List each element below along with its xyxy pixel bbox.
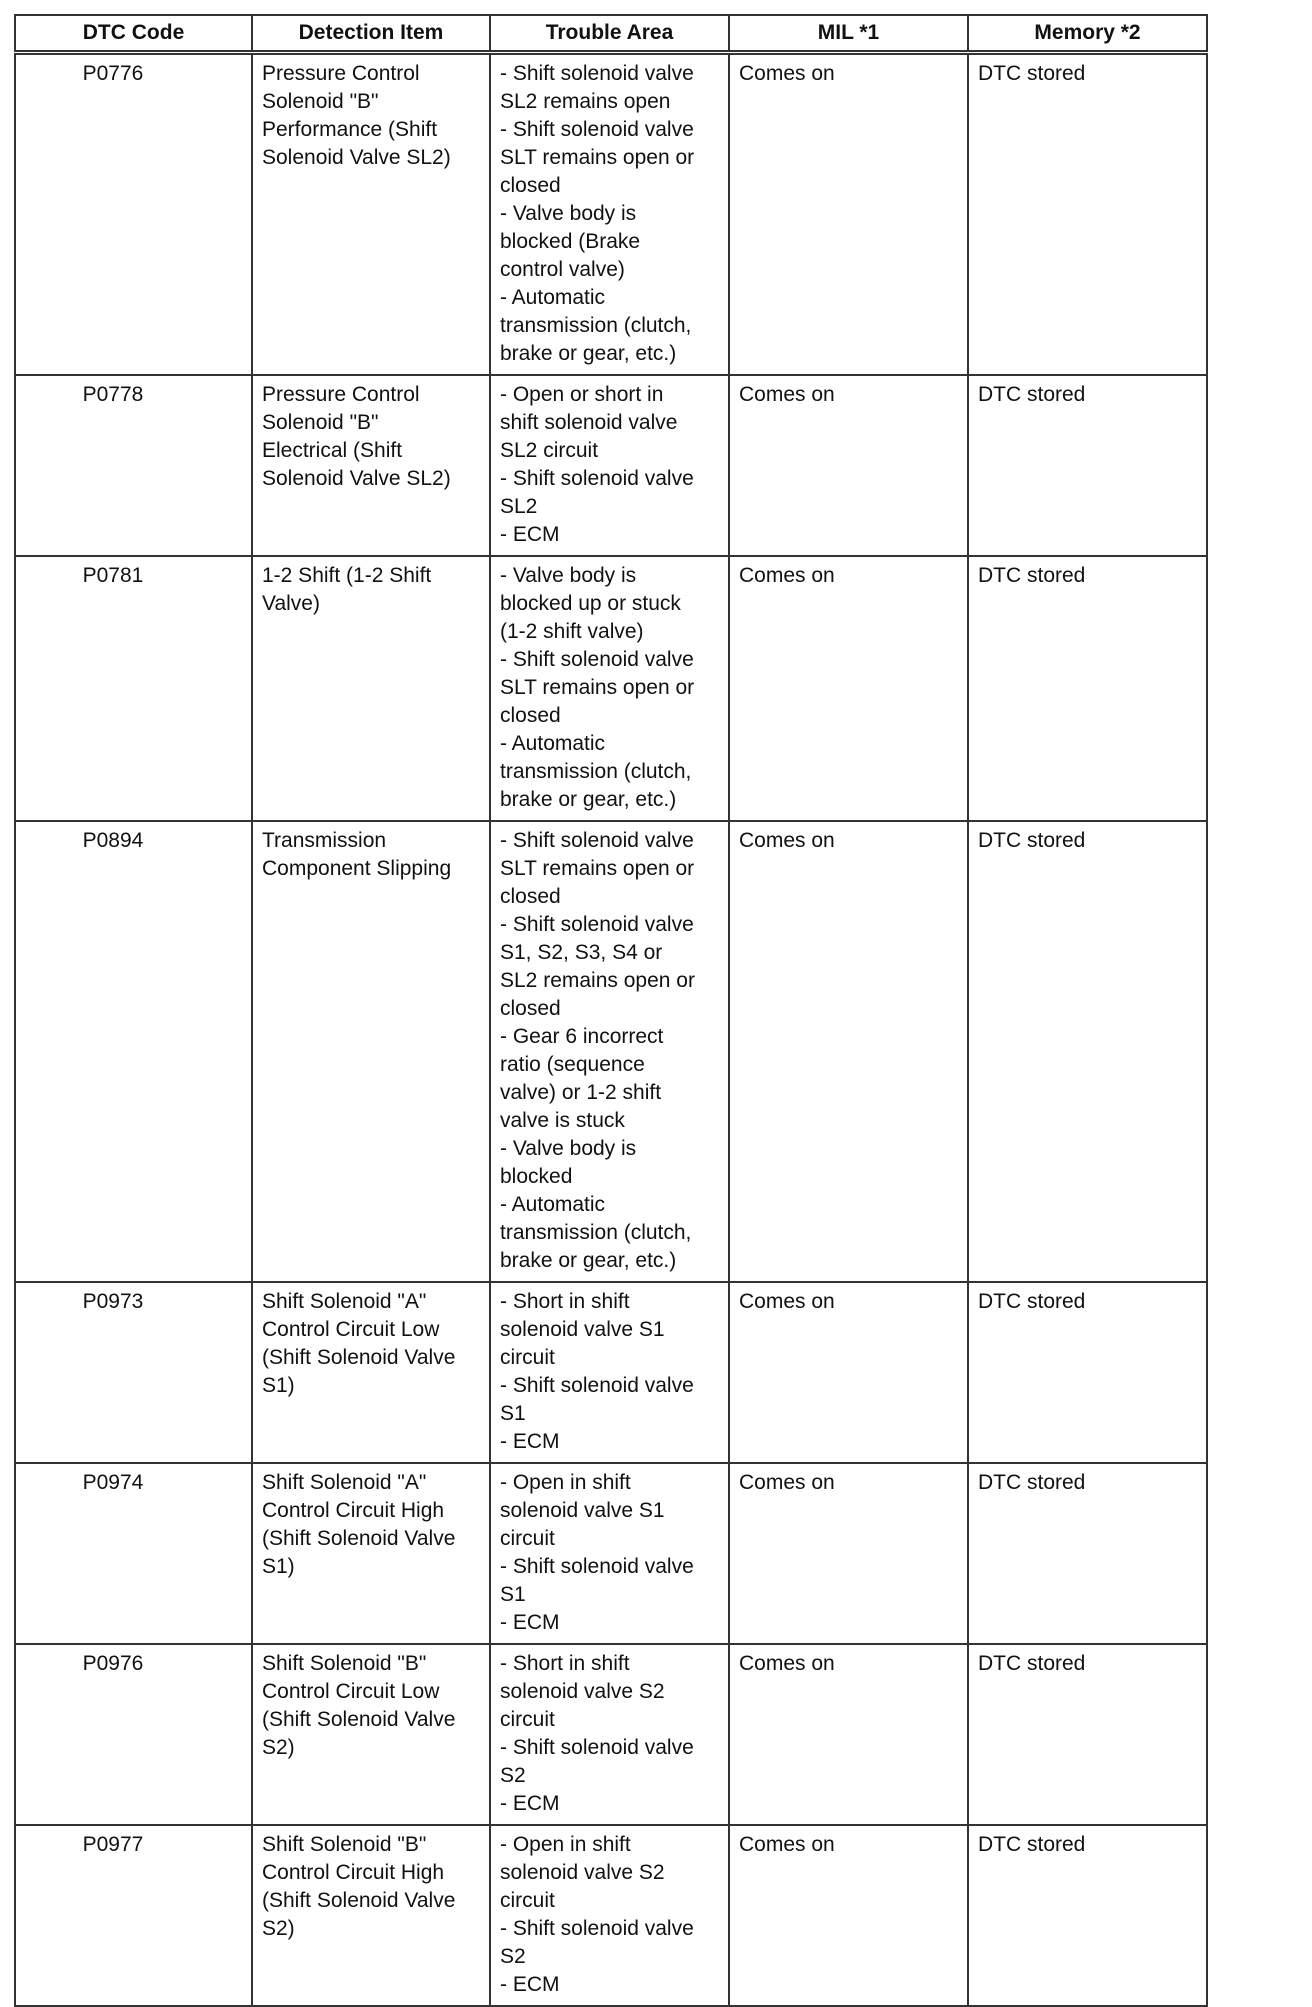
table-row: [15, 556, 1207, 821]
mil-cell: Comes on: [729, 1825, 968, 2006]
detection-item-cell: Shift Solenoid "B" Control Circuit High (Shift Solenoid Valve S2): [252, 1825, 490, 2006]
dtc-code-cell: P0776: [15, 53, 252, 376]
memory-cell: DTC stored: [968, 1282, 1207, 1463]
dtc-code-cell: P0976: [15, 1644, 252, 1825]
mil-cell: Comes on: [729, 53, 968, 376]
trouble-area-cell: - Open in shift solenoid valve S2 circuit - Shift solenoid valve S2 - ECM: [490, 1825, 729, 2006]
dtc-code-cell: P0778: [15, 375, 252, 556]
memory-cell: DTC stored: [968, 1825, 1207, 2006]
trouble-area-cell: - Valve body is blocked up or stuck (1-2 shift valve) - Shift solenoid valve SLT remains open or closed - Automatic transmission (clutch, brake or gear, etc.): [490, 556, 729, 821]
trouble-area-cell: - Open or short in shift solenoid valve SL2 circuit - Shift solenoid valve SL2 - ECM: [490, 375, 729, 556]
table-row: [15, 1282, 1207, 1463]
detection-item-cell: Shift Solenoid "A" Control Circuit Low (Shift Solenoid Valve S1): [252, 1282, 490, 1463]
detection-item-cell: Transmission Component Slipping: [252, 821, 490, 1282]
dtc-table-page: [14, 14, 1206, 2007]
table-row: [15, 375, 1207, 556]
table-row: [15, 821, 1207, 1282]
header-trouble-area: Trouble Area: [490, 15, 729, 53]
header-memory: Memory *2: [968, 15, 1207, 53]
dtc-code-cell: P0977: [15, 1825, 252, 2006]
mil-cell: Comes on: [729, 375, 968, 556]
memory-cell: DTC stored: [968, 375, 1207, 556]
mil-cell: Comes on: [729, 556, 968, 821]
trouble-area-cell: - Shift solenoid valve SL2 remains open - Shift solenoid valve SLT remains open or closed - Valve body is blocked (Brake control valve) - Automatic transmission (clutch, brake or gear, etc.): [490, 53, 729, 376]
mil-cell: Comes on: [729, 1644, 968, 1825]
detection-item-cell: Pressure Control Solenoid "B" Performance (Shift Solenoid Valve SL2): [252, 53, 490, 376]
table-row: [15, 1463, 1207, 1644]
dtc-table: [14, 14, 1208, 2007]
header-detection-item: Detection Item: [252, 15, 490, 53]
memory-cell: DTC stored: [968, 556, 1207, 821]
table-row: [15, 53, 1207, 376]
trouble-area-cell: - Shift solenoid valve SLT remains open or closed - Shift solenoid valve S1, S2, S3, S4 or SL2 remains open or closed - Gear 6 incorrect ratio (sequence valve) or 1-2 shift valve is stuck - Valve body is blocked - Automatic transmission (clutch, brake or gear, etc.): [490, 821, 729, 1282]
memory-cell: DTC stored: [968, 1644, 1207, 1825]
table-row: [15, 1825, 1207, 2006]
table-row: [15, 1644, 1207, 1825]
detection-item-cell: 1-2 Shift (1-2 Shift Valve): [252, 556, 490, 821]
mil-cell: Comes on: [729, 1463, 968, 1644]
dtc-code-cell: P0974: [15, 1463, 252, 1644]
detection-item-cell: Shift Solenoid "B" Control Circuit Low (Shift Solenoid Valve S2): [252, 1644, 490, 1825]
trouble-area-cell: - Short in shift solenoid valve S1 circuit - Shift solenoid valve S1 - ECM: [490, 1282, 729, 1463]
dtc-code-cell: P0894: [15, 821, 252, 1282]
table-header-row: [15, 15, 1207, 53]
header-dtc-code: DTC Code: [15, 15, 252, 53]
mil-cell: Comes on: [729, 821, 968, 1282]
dtc-code-cell: P0781: [15, 556, 252, 821]
header-mil: MIL *1: [729, 15, 968, 53]
detection-item-cell: Pressure Control Solenoid "B" Electrical (Shift Solenoid Valve SL2): [252, 375, 490, 556]
trouble-area-cell: - Open in shift solenoid valve S1 circuit - Shift solenoid valve S1 - ECM: [490, 1463, 729, 1644]
dtc-code-cell: P0973: [15, 1282, 252, 1463]
memory-cell: DTC stored: [968, 821, 1207, 1282]
trouble-area-cell: - Short in shift solenoid valve S2 circuit - Shift solenoid valve S2 - ECM: [490, 1644, 729, 1825]
detection-item-cell: Shift Solenoid "A" Control Circuit High (Shift Solenoid Valve S1): [252, 1463, 490, 1644]
mil-cell: Comes on: [729, 1282, 968, 1463]
memory-cell: DTC stored: [968, 53, 1207, 376]
memory-cell: DTC stored: [968, 1463, 1207, 1644]
